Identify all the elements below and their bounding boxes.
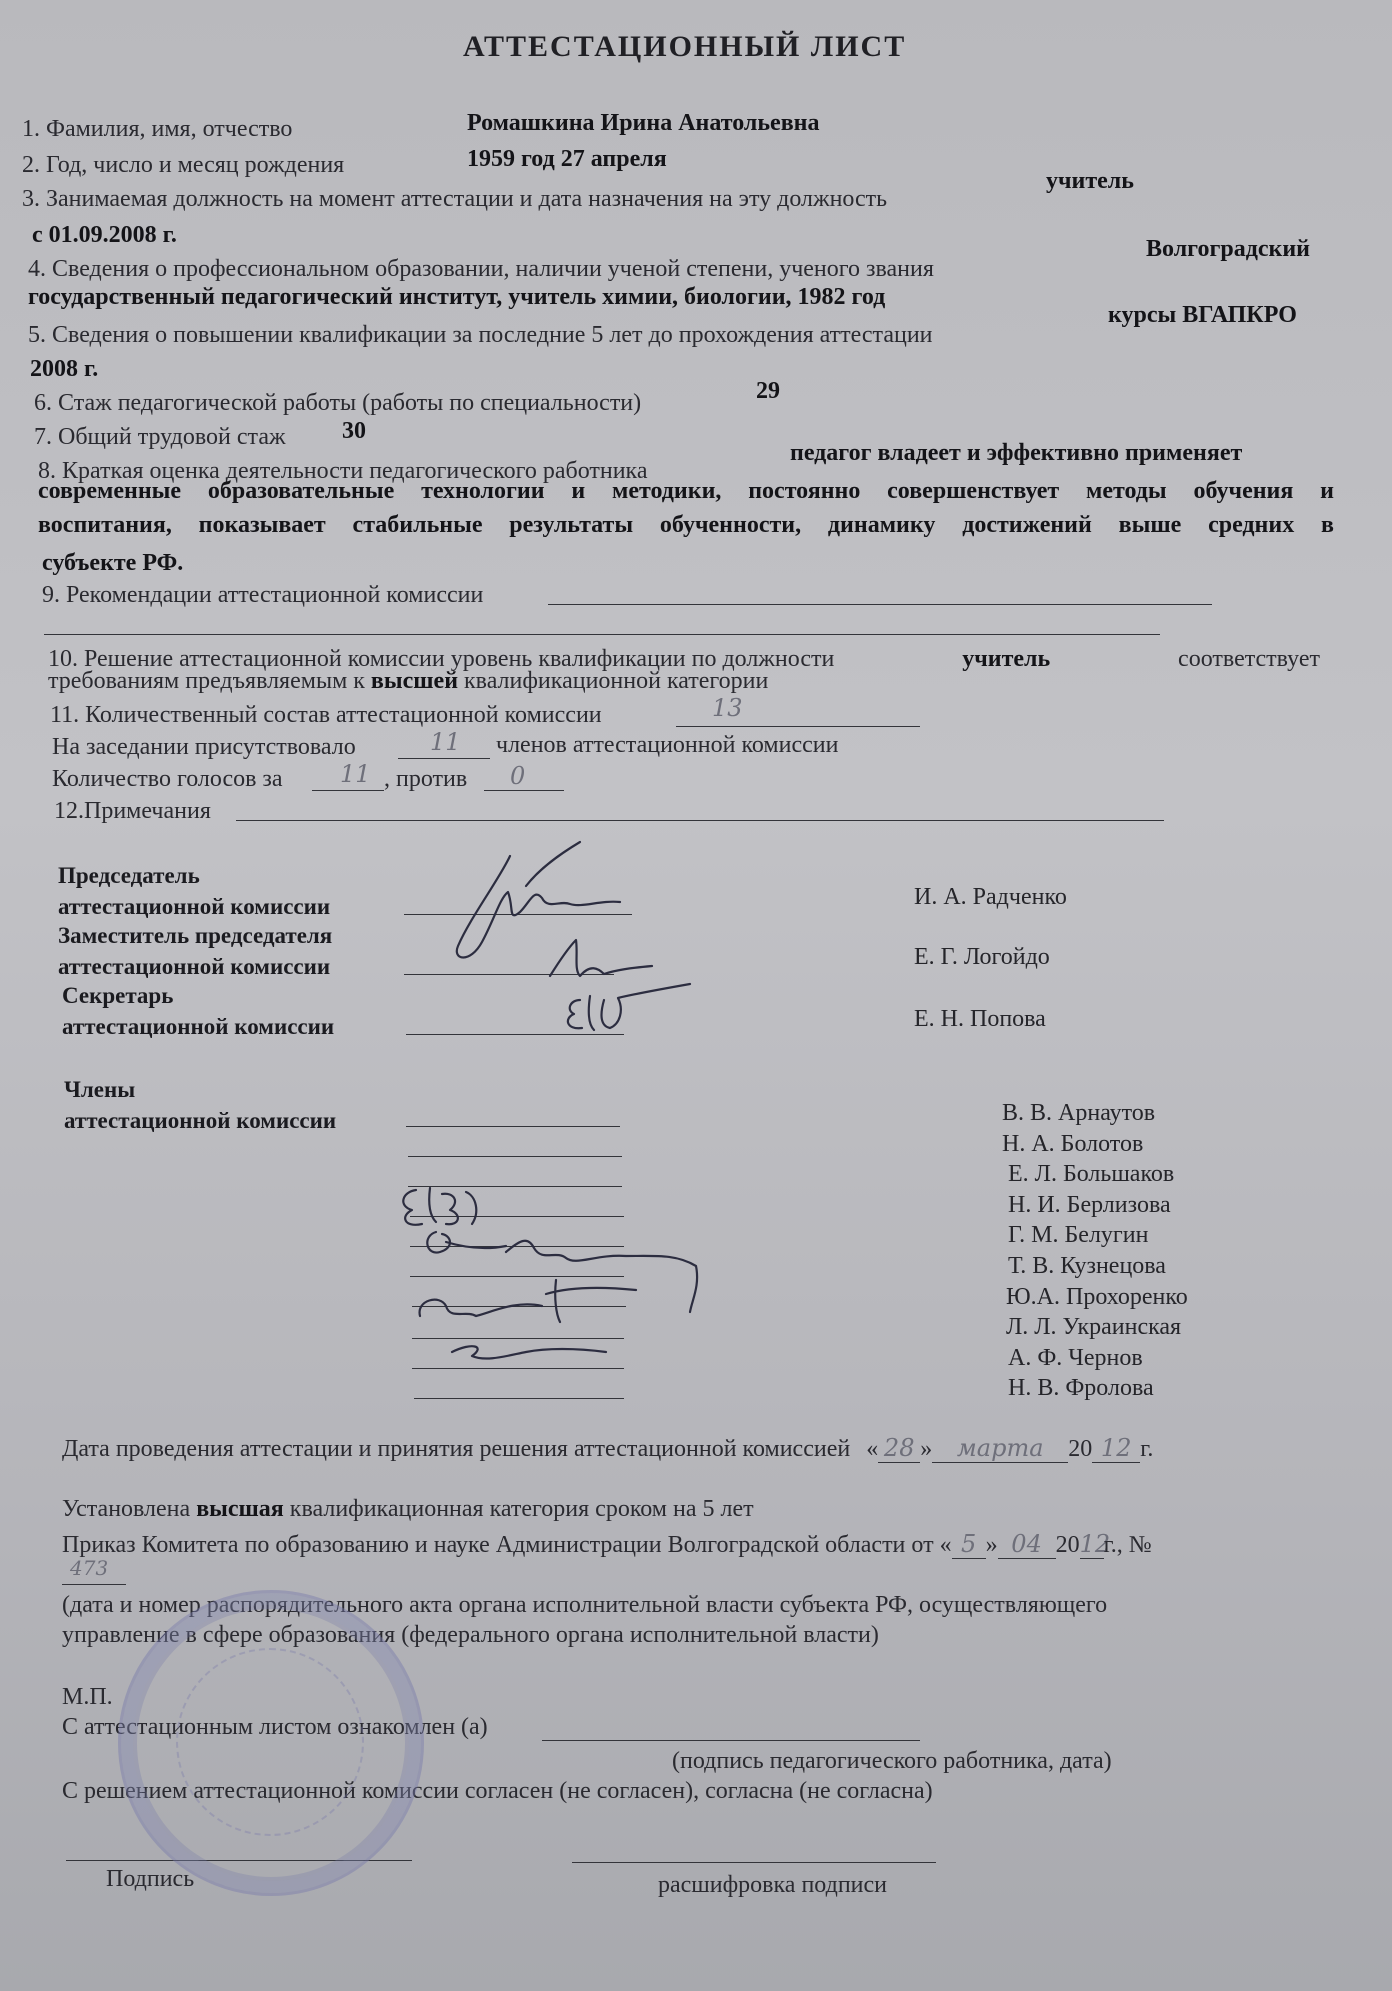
acknowledged-caption: (подпись педагогического работника, дата) [672, 1748, 1112, 1774]
field-10-line-2: требованиям предъявляемым к высшей квалификационной категории [48, 668, 769, 694]
field-11-label: 11. Количественный состав аттестационной комиссии [50, 702, 602, 728]
date-year-field: 12 [1092, 1434, 1140, 1463]
field-5-value-b: 2008 г. [30, 356, 99, 382]
member-name: Г. М. Белугин [1008, 1222, 1149, 1249]
field-3-date: с 01.09.2008 г. [32, 222, 177, 248]
votes-for-value: 11 [340, 760, 371, 788]
order-note-1: (дата и номер распорядительного акта органа исполнительной власти субъекта РФ, осуществляющего [62, 1592, 1108, 1618]
agreement-label: С решением аттестационной комиссии согласен (не согласен), согласна (не согласна) [62, 1778, 933, 1804]
member-name: Ю.А. Прохоренко [1006, 1283, 1188, 1310]
secretary-signature [560, 980, 700, 1040]
field-11-value: 13 [712, 694, 743, 722]
field-4-label: 4. Сведения о профессиональном образовании, наличии ученой степени, ученого звания [28, 256, 934, 282]
field-8-value-c: воспитания, показывает стабильные результаты обученности, динамику достижений выше средних в [38, 512, 1334, 538]
category-row: Установлена высшая квалификационная категория сроком на 5 лет [62, 1496, 754, 1522]
field-12-label: 12.Примечания [54, 798, 211, 824]
member-name: Т. В. Кузнецова [1008, 1252, 1166, 1279]
official-seal [118, 1590, 424, 1896]
field-8-value-d: субъекте РФ. [42, 550, 184, 576]
field-9-line [548, 604, 1212, 605]
field-2-value: 1959 год 27 апреля [467, 146, 667, 172]
chair-name: И. А. Радченко [914, 884, 1067, 910]
members-list [1002, 1098, 1188, 1404]
order-note-2: управление в сфере образования (федерального органа исполнительной власти) [62, 1622, 879, 1648]
signature-caption: Подпись [106, 1866, 195, 1892]
document-title: АТТЕСТАЦИОННЫЙ ЛИСТ [463, 30, 907, 63]
votes-for-label: Количество голосов за [52, 766, 283, 792]
field-1-label: 1. Фамилия, имя, отчество [22, 116, 293, 142]
field-2-label: 2. Год, число и месяц рождения [22, 152, 345, 178]
field-12-line [236, 820, 1164, 821]
member-sign-line [414, 1398, 624, 1399]
chair-role: Председатель аттестационной комиссии [58, 863, 331, 919]
member-name: Н. А. Болотов [1002, 1130, 1144, 1157]
order-number-line [62, 1584, 126, 1585]
deputy-role: Заместитель председателя аттестационной комиссии [58, 923, 333, 979]
order-year-field: 12 [1079, 1530, 1111, 1558]
field-6-value: 29 [756, 378, 780, 404]
field-8-label: 8. Краткая оценка деятельности педагогического работника [38, 458, 648, 484]
order-number: 473 [70, 1556, 109, 1580]
present-suffix: членов аттестационной комиссии [496, 732, 839, 758]
votes-against-line [484, 790, 564, 791]
field-7-label: 7. Общий трудовой стаж [34, 424, 286, 450]
acknowledged-label: С аттестационным листом ознакомлен (а) [62, 1714, 488, 1740]
field-5-label: 5. Сведения о повышении квалификации за последние 5 лет до прохождения аттестации [28, 322, 933, 348]
field-10-line-1: 10. Решение аттестационной комиссии уровень квалификации по должности учитель соответствует [48, 646, 1320, 672]
votes-against-value: 0 [510, 762, 526, 790]
member-name: В. В. Арнаутов [1002, 1100, 1156, 1126]
order-month-field: 04 [998, 1530, 1056, 1559]
votes-for-line [312, 790, 384, 791]
present-line [398, 758, 490, 759]
secretary-name: Е. Н. Попова [914, 1006, 1046, 1032]
order-day-field: 5 [952, 1530, 986, 1559]
present-value: 11 [430, 728, 461, 756]
field-11-line [676, 726, 920, 727]
field-6-label: 6. Стаж педагогической работы (работы по специальности) [34, 390, 642, 416]
member-sign-line [408, 1156, 622, 1157]
decode-line [572, 1862, 936, 1863]
field-9-line-2 [44, 634, 1160, 635]
field-8-value-b: современные образовательные технологии и методики, постоянно совершенствует методы обучения и [38, 478, 1334, 504]
field-3-value: учитель [1046, 168, 1134, 194]
votes-against-label: , против [384, 766, 468, 792]
seal-mark: М.П. [62, 1684, 113, 1710]
member-sign-line [406, 1126, 620, 1127]
members-signatures [396, 1176, 706, 1376]
date-day-field: 28 [878, 1434, 920, 1463]
field-8-value-a: педагог владеет и эффективно применяет [790, 440, 1243, 466]
member-name: Е. Л. Большаков [1008, 1161, 1175, 1188]
field-4-value-b: государственный педагогический институт, учитель химии, биологии, 1982 год [28, 284, 886, 310]
field-7-value: 30 [342, 418, 366, 444]
field-5-value-a: курсы ВГАПКРО [1108, 302, 1297, 328]
field-3-label: 3. Занимаемая должность на момент аттестации и дата назначения на эту должность [22, 186, 888, 212]
deputy-name: Е. Г. Логойдо [914, 944, 1050, 970]
field-1-value: Ромашкина Ирина Анатольевна [467, 110, 820, 136]
member-name: А. Ф. Чернов [1008, 1344, 1143, 1371]
member-name: Н. И. Берлизова [1008, 1191, 1171, 1218]
decode-caption: расшифровка подписи [658, 1872, 888, 1898]
order-row: Приказ Комитета по образованию и науке Администрации Волгоградской области от « 5 » 04 2012г., № [62, 1530, 1152, 1558]
present-label: На заседании присутствовало [52, 734, 356, 760]
acknowledged-line [542, 1740, 920, 1741]
members-role: Члены аттестационной комиссии [64, 1077, 337, 1133]
attestation-date-row: Дата проведения аттестации и принятия решения аттестационной комиссией « 28 » марта 20 12 г. [62, 1434, 1154, 1462]
field-4-value-a: Волгоградский [1146, 236, 1310, 262]
member-name: Н. В. Фролова [1008, 1375, 1154, 1402]
member-name: Л. Л. Украинская [1006, 1314, 1182, 1341]
date-month-field: марта [932, 1434, 1068, 1463]
field-9-label: 9. Рекомендации аттестационной комиссии [42, 582, 484, 608]
secretary-role: Секретарь аттестационной комиссии [62, 983, 335, 1039]
